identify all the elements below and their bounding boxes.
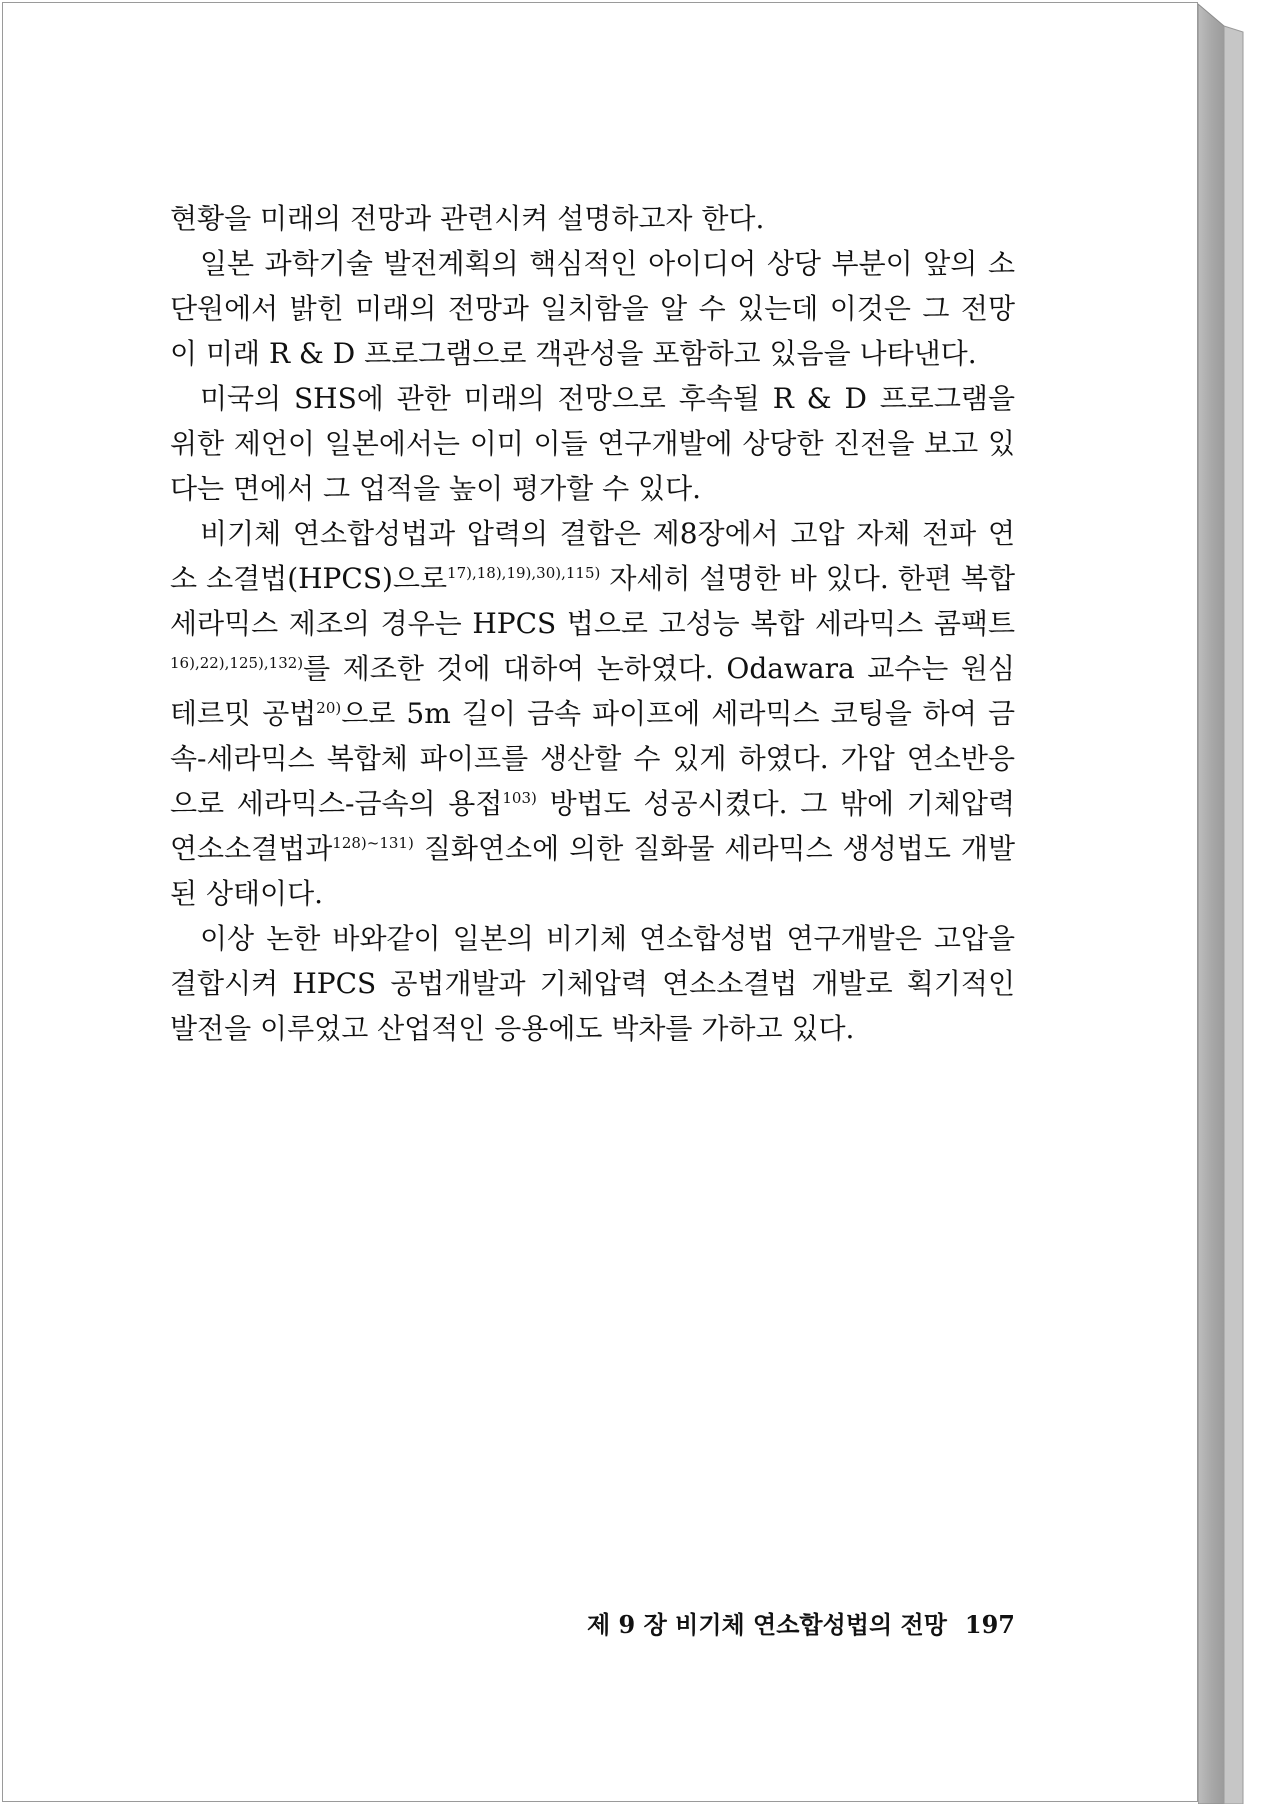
page-number: 197 xyxy=(964,1610,1015,1639)
paragraph-text: 방법도 성공시켰다. 그 밖에 기체압력연소소결법과 xyxy=(170,787,1015,865)
citation-marker: 20) xyxy=(316,699,342,717)
paragraph-text: 으로 5m 길이 금속 파이프에 세라믹스 코팅을 하여 금속-세라믹스 복합체 파이프를 생산할 수 있게 하였다. 가압 연소반응으로 세라믹스-금속의 용접 xyxy=(170,697,1015,820)
body-text xyxy=(170,196,1015,1051)
paragraph-text: 자세히 설명한 바 있다. 한편 복합세라믹스 제조의 경우는 HPCS 법으로 고성능 복합 세라믹스 콤팩트 xyxy=(170,562,1015,640)
citation-marker: 16),22),125),132) xyxy=(170,654,304,672)
paragraph-text: 이상 논한 바와같이 일본의 비기체 연소합성법 연구개발은 고압을 결합시켜 HPCS 공법개발과 기체압력 연소소결법 개발로 획기적인 발전을 이루었고 산업적인 응용에도 박차를 가하고 있다. xyxy=(170,922,1015,1045)
paragraph-text: 미국의 SHS에 관한 미래의 전망으로 후속될 R & D 프로그램을 위한 제언이 일본에서는 이미 이들 연구개발에 상당한 진전을 보고 있다는 면에서 그 업적을 높이 평가할 수 있다. xyxy=(170,382,1015,505)
citation-marker: 17),18),19),30),115) xyxy=(447,564,601,582)
running-footer xyxy=(560,1605,1015,1640)
paragraph xyxy=(170,241,1015,376)
paragraph-text: 비기체 연소합성법과 압력의 결합은 제8장에서 고압 자체 전파 연소 소결법(HPCS)으로 xyxy=(170,517,1015,595)
citation-marker: 128)~131) xyxy=(332,834,414,852)
paragraph xyxy=(170,376,1015,511)
chapter-title: 제 9 장 비기체 연소합성법의 전망 xyxy=(587,1610,947,1639)
citation-marker: 103) xyxy=(502,789,537,807)
book-edge-shadow xyxy=(1198,2,1273,1804)
paragraph xyxy=(170,196,1015,241)
paragraph-text: 현황을 미래의 전망과 관련시켜 설명하고자 한다. xyxy=(170,202,765,235)
paragraph-text: 질화연소에 의한 질화물 세라믹스 생성법도 개발된 상태이다. xyxy=(170,832,1015,910)
paragraph-text: 를 제조한 것에 대하여 논하였다. Odawara 교수는 원심테르밋 공법 xyxy=(170,652,1015,730)
paragraph-text: 일본 과학기술 발전계획의 핵심적인 아이디어 상당 부분이 앞의 소단원에서 밝힌 미래의 전망과 일치함을 알 수 있는데 이것은 그 전망이 미래 R & D 프로그램으로 객관성을 포함하고 있음을 나타낸다. xyxy=(170,247,1015,370)
paragraph xyxy=(170,511,1015,916)
paragraph xyxy=(170,916,1015,1051)
